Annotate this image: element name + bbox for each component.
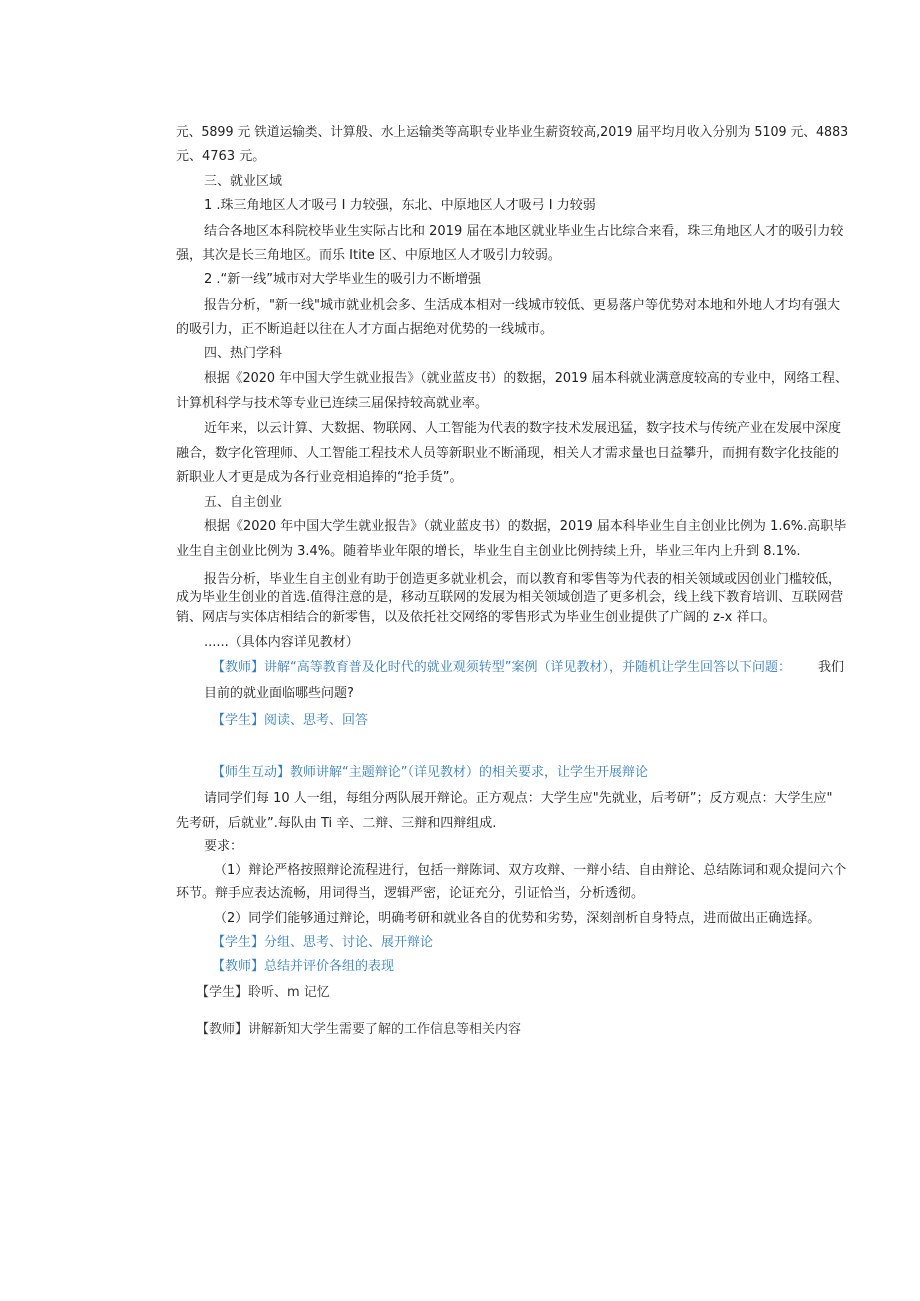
see-textbook-note: ......（具体内容详见教材） [204, 635, 359, 650]
interaction-debate-line: 【师生互动】教师讲解“主题辩论”（详见教材）的相关要求，让学生开展辩论 [212, 765, 648, 780]
paragraph-line: 先考研，后就业”.每队由 Ti 辛、二辩、三辩和四辩组成. [176, 816, 497, 831]
teacher-case-line: 【教师】讲解“高等教育普及化时代的就业观须转型”案例（详见教材），并随机让学生回答以下问题： [212, 660, 791, 675]
heading-popular-subjects: 四、热门学科 [204, 346, 283, 361]
teacher-case-line-end: 我们 [818, 660, 845, 675]
paragraph-line: 的吸引力，正不断追赶以往在人才方面占据绝对优势的一线城市。 [176, 322, 554, 337]
teacher-question-line: 目前的就业面临哪些问题? [204, 686, 354, 701]
teacher-new-knowledge-line: 【教师】讲解新知大学生需要了解的工作信息等相关内容 [196, 1022, 522, 1037]
student-activity-read: 【学生】阅读、思考、回答 [212, 713, 369, 728]
student-activity-debate: 【学生】分组、思考、讨论、展开辩论 [212, 935, 434, 950]
paragraph-line: 成为毕业生创业的首选.值得注意的是，移动互联网的发展为相关领域创造了更多机会，线上线下教育培训、互联网营 [176, 590, 844, 605]
salary-line-2: 元、4763 元。 [176, 149, 266, 164]
paragraph-line: 销、网店与实体店相结合的新零售，以及依托社交网络的零售形式为毕业生创业提供了广阔的 z-x 祥口。 [176, 610, 776, 625]
requirement-1-line-2: 环节。辩手应表达流畅，用词得当，逻辑严密，论证充分，引证恰当，分析透彻。 [176, 886, 645, 901]
paragraph-line: 请同学们每 10 人一组，每组分两队展开辩论。正方观点：大学生应"先就业，后考研”；反方观点：大学生应" [204, 791, 833, 806]
subheading-region-1: 1 .珠三角地区人才吸弓 I 力较强，东北、中原地区人才吸弓 I 力较弱 [204, 198, 596, 213]
heading-self-employment: 五、自主创业 [204, 495, 283, 510]
paragraph-line: 新职业人才更是成为各行业竞相追捧的“抢手货”。 [176, 470, 463, 485]
teacher-summary-line: 【教师】总结并评价各组的表现 [212, 959, 395, 974]
salary-line-1: 元、5899 元 铁道运输类、计算般、水上运输类等高职专业毕业生薪资较高,2019 届平均月收入分别为 5109 元、4883 [176, 125, 849, 140]
paragraph-line: 根据《2020 年中国大学生就业报告》（就业蓝皮书）的数据，2019 届本科就业满意度较高的专业中，网络工程、 [204, 371, 848, 386]
student-listen-line: 【学生】聆听、m 记忆 [196, 985, 330, 1000]
paragraph-line: 报告分析，毕业生自主创业有助于创造更多就业机会，而以教育和零售等为代表的相关领域或因创业门槛较低， [204, 572, 842, 587]
paragraph-line: 计算机科学与技术等专业已连续三届保持较高就业率。 [176, 396, 489, 411]
paragraph-line: 报告分析，"新一线"城市就业机会多、生活成本相对一线城市较低、更易落户等优势对本地和外地人才均有强大 [204, 298, 840, 313]
paragraph-line: 近年来，以云计算、大数据、物联网、人工智能为代表的数字技术发展迅猛，数字技术与传统产业在发展中深度 [204, 421, 842, 436]
paragraph-line: 强，其次是长三角地区。而乐 Itite 区、中原地区人才吸引力较弱。 [176, 248, 561, 263]
paragraph-line: 根据《2020 年中国大学生就业报告》（就业蓝皮书）的数据，2019 届本科毕业生自主创业比例为 1.6%.高职毕 [204, 519, 847, 534]
requirements-label: 要求： [204, 839, 244, 854]
requirement-2-line: （2）同学们能够通过辩论，明确考研和就业各自的优势和劣势，深刻剖析自身特点，进而做出正确选择。 [214, 911, 821, 926]
paragraph-line: 融合，数字化管理师、人工智能工程技术人员等新职业不断涌现，相关人才需求量也日益攀升，而拥有数字化技能的 [176, 446, 840, 461]
paragraph-line: 业生自主创业比例为 3.4%。随着毕业年限的增长，毕业生自主创业比例持续上升，毕业三年内上升到 8.1%. [176, 544, 801, 559]
paragraph-line: 结合各地区本科院校毕业生实际占比和 2019 届在本地区就业毕业生占比综合来看，珠三角地区人才的吸引力较 [204, 224, 844, 239]
heading-employment-region: 三、就业区域 [204, 174, 283, 189]
subheading-region-2: 2 .“新一线”城市对大学毕业生的吸引力不断增强 [204, 272, 482, 287]
requirement-1-line: （1）辩论严格按照辩论流程进行，包括一辩陈词、双方攻辩、一辩小结、自由辩论、总结陈词和观众提问六个 [214, 863, 847, 878]
